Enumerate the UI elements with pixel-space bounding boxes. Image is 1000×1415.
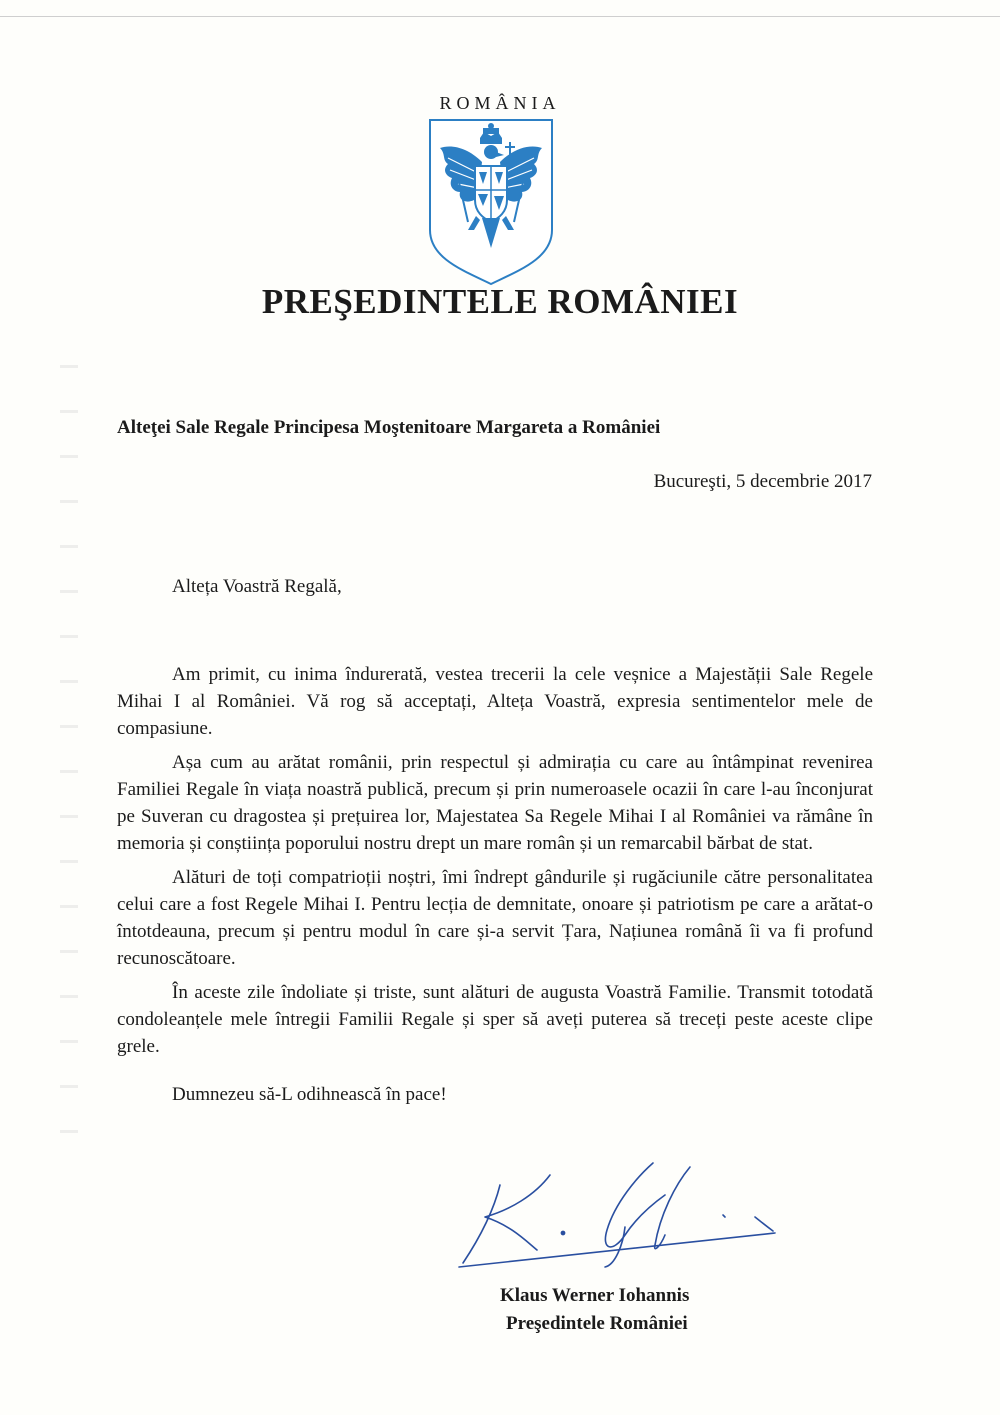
body-paragraph: În aceste zile îndoliate și triste, sunt alături de augusta Voastră Familie. Transmit totodată condoleanțele mele întregii Familii Regale și sper să aveți puterea să treceți peste aceste clipe grele.	[117, 982, 873, 1057]
place-date: Bucureşti, 5 decembrie 2017	[653, 471, 872, 492]
signer-name: Klaus Werner Iohannis	[500, 1285, 690, 1306]
addressee: Alteţei Sale Regale Principesa Moştenitoare Margareta a României	[117, 417, 661, 438]
coat-of-arms-icon	[428, 118, 554, 286]
handwritten-signature	[455, 1155, 790, 1270]
top-divider	[0, 16, 1000, 17]
body-paragraph: Așa cum au arătat românii, prin respectul și admirația cu care au întâmpinat revenirea Familiei Regale în viața noastră publică, precum și prin numeroasele ocazii în care l-au înconjurat pe Suveran cu dragostea și prețuirea lor, Majestatea Sa Regele Mihai I al României va rămâne în memoria și conștiința poporului nostru drept un mare român și un remarcabil bărbat de stat.	[117, 752, 873, 854]
institution-title: PREŞEDINTELE ROMÂNIEI	[261, 282, 739, 321]
signer-title: Preşedintele României	[506, 1313, 688, 1334]
closing-line: Dumnezeu să-L odihnească în pace!	[172, 1084, 447, 1105]
body-paragraph: Am primit, cu inima îndurerată, vestea trecerii la cele veșnice a Majestății Sale Regele Mihai I al României. Vă rog să acceptați, Alteța Voastră, expresia sentimentelor mele de compasiune.	[117, 664, 873, 739]
salutation: Alteța Voastră Regală,	[172, 576, 342, 597]
letter-body	[117, 661, 873, 1067]
body-paragraph: Alături de toți compatrioții noștri, îmi îndrept gândurile și rugăciunile către personalitatea celui care a fost Regele Mihai I. Pentru lecția de demnitate, onoare și patriotism pe care a arătat-o întotdeauna, precum și pentru modul în care și-a servit Țara, Națiunea română îi va fi profund recunoscătoare.	[117, 867, 873, 969]
country-heading: ROMÂNIA	[439, 93, 561, 113]
paper-watermark	[60, 365, 82, 1165]
